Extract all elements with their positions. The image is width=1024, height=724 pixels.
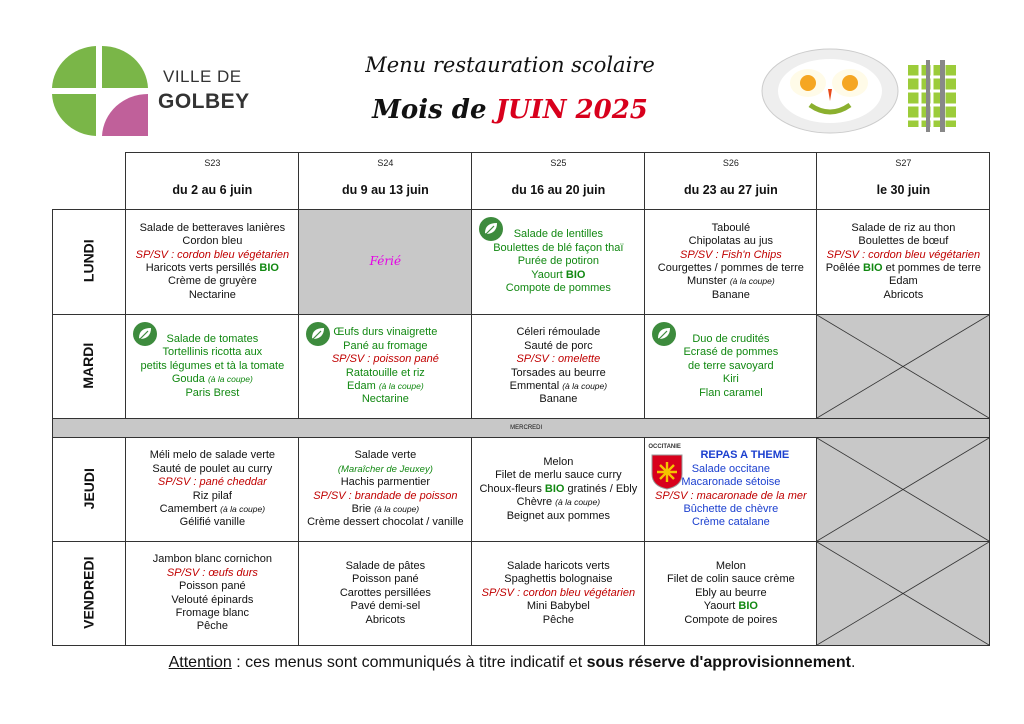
title-prefix: Mois de (372, 95, 487, 125)
menu-cell: Salade haricots verts Spaghettis bolognaise SP/SV : cordon bleu végétarien Mini Babybel Pêche (472, 542, 645, 646)
day-label-vendredi: VENDREDI (53, 542, 126, 646)
day-label-mercredi: MERCREDI (53, 419, 990, 438)
menu-cell: Taboulé Chipolatas au jus SP/SV : Fish'n Chips Courgettes / pommes de terre Munster (à la coupe) Banane (645, 210, 817, 315)
week-dates: du 16 au 20 juin (511, 183, 606, 197)
occitanie-badge: OCCITANIE (648, 441, 686, 487)
menu-table (52, 152, 990, 646)
row-vendredi (53, 542, 990, 646)
footer-end: . (850, 654, 856, 671)
week-dates: du 23 au 27 juin (683, 183, 778, 197)
vegetarian-leaf-icon (305, 321, 331, 347)
closed-cell (817, 542, 990, 646)
day-label-jeudi: JEUDI (53, 438, 126, 542)
menu-cell: Méli melo de salade verte Sauté de poulet au curry SP/SV : pané cheddar Riz pilaf Camembert (à la coupe) Gélifié vanille (126, 438, 299, 542)
page-subtitle (360, 95, 660, 125)
row-lundi (53, 210, 990, 315)
corner-cell (53, 153, 126, 210)
menu-cell-theme: OCCITANIE REPAS A THEME Salade occitane Macaronade sétoise SP/SV : macaronade de la mer Bûchette de chèvre Crème catalane (645, 438, 817, 542)
week-code: S26 (722, 157, 739, 168)
footer-text: : ces menus sont communiqués à titre indicatif et (231, 654, 587, 671)
footer-attention: Attention (168, 654, 232, 671)
menu-cell-vegetarian: Œufs durs vinaigrette Pané au fromage SP/SV : poisson pané Ratatouille et riz Edam (à la coupe) Nectarine (299, 315, 472, 419)
menu-cell: Salade de pâtes Poisson pané Carottes persillées Pavé demi-sel Abricots (299, 542, 472, 646)
week-code: S23 (204, 157, 221, 168)
holiday-label: Férié (369, 253, 402, 268)
week-code: S27 (895, 157, 912, 168)
menu-cell-vegetarian: Salade de lentilles Boulettes de blé façon thaï Purée de potiron Yaourt BIO Compote de pommes (472, 210, 645, 315)
holiday-cell (299, 210, 472, 315)
week-code: S24 (377, 157, 394, 168)
brand-line1: VILLE DE (163, 67, 242, 86)
title-month: JUIN 2025 (495, 95, 648, 125)
menu-cell: Salade verte (Maraîcher de Jeuxey) Hachis parmentier SP/SV : brandade de poisson Brie (à la coupe) Crème dessert chocolat / vanille (299, 438, 472, 542)
vegetarian-leaf-icon (651, 321, 677, 347)
week-header (299, 153, 472, 210)
menu-cell: Céleri rémoulade Sauté de porc SP/SV : omelette Torsades au beurre Emmental (à la coupe) Banane (472, 315, 645, 419)
menu-cell-vegetarian: Duo de crudités Ecrasé de pommes de terre savoyard Kiri Flan caramel (645, 315, 817, 419)
row-mercredi (53, 419, 990, 438)
page-title: Menu restauration scolaire (365, 53, 655, 77)
day-label-mardi: MARDI (53, 315, 126, 419)
week-dates: du 9 au 13 juin (341, 183, 429, 197)
week-dates: du 2 au 6 juin (172, 183, 253, 197)
row-jeudi (53, 438, 990, 542)
occitanie-shield-icon (651, 454, 683, 490)
menu-cell: Melon Filet de colin sauce crème Ebly au beurre Yaourt BIO Compote de poires (645, 542, 817, 646)
week-header (472, 153, 645, 210)
week-header (817, 153, 990, 210)
brand-line2: GOLBEY (158, 90, 250, 113)
cross-mark-icon (817, 542, 989, 645)
golbey-logo (52, 46, 148, 136)
footer-notice (0, 654, 1024, 672)
closed-cell (817, 315, 990, 419)
vegetarian-leaf-icon (132, 321, 158, 347)
cross-mark-icon (817, 438, 989, 541)
cross-mark-icon (817, 315, 989, 418)
week-header (126, 153, 299, 210)
week-header (645, 153, 817, 210)
smiley-plate-icon (758, 45, 968, 140)
day-label-lundi: LUNDI (53, 210, 126, 315)
footer-bold: sous réserve d'approvisionnement (586, 654, 851, 671)
vegetarian-leaf-icon (478, 216, 504, 242)
menu-cell: Jambon blanc cornichon SP/SV : œufs durs Poisson pané Velouté épinards Fromage blanc Pêche (126, 542, 299, 646)
menu-cell-vegetarian: Salade de tomates Tortellinis ricotta aux petits légumes et tà la tomate Gouda (à la coupe) Paris Brest (126, 315, 299, 419)
menu-cell: Melon Filet de merlu sauce curry Choux-fleurs BIO gratinés / Ebly Chèvre (à la coupe) Beignet aux pommes (472, 438, 645, 542)
week-code: S25 (550, 157, 567, 168)
week-dates: le 30 juin (876, 183, 931, 197)
week-header-row (53, 153, 990, 210)
row-mardi (53, 315, 990, 419)
closed-cell (817, 438, 990, 542)
menu-cell: Salade de betteraves lanières Cordon bleu SP/SV : cordon bleu végétarien Haricots verts persillés BIO Crème de gruyère Nectarine (126, 210, 299, 315)
menu-cell: Salade de riz au thon Boulettes de bœuf SP/SV : cordon bleu végétarien Poêlée BIO et pommes de terre Edam Abricots (817, 210, 990, 315)
